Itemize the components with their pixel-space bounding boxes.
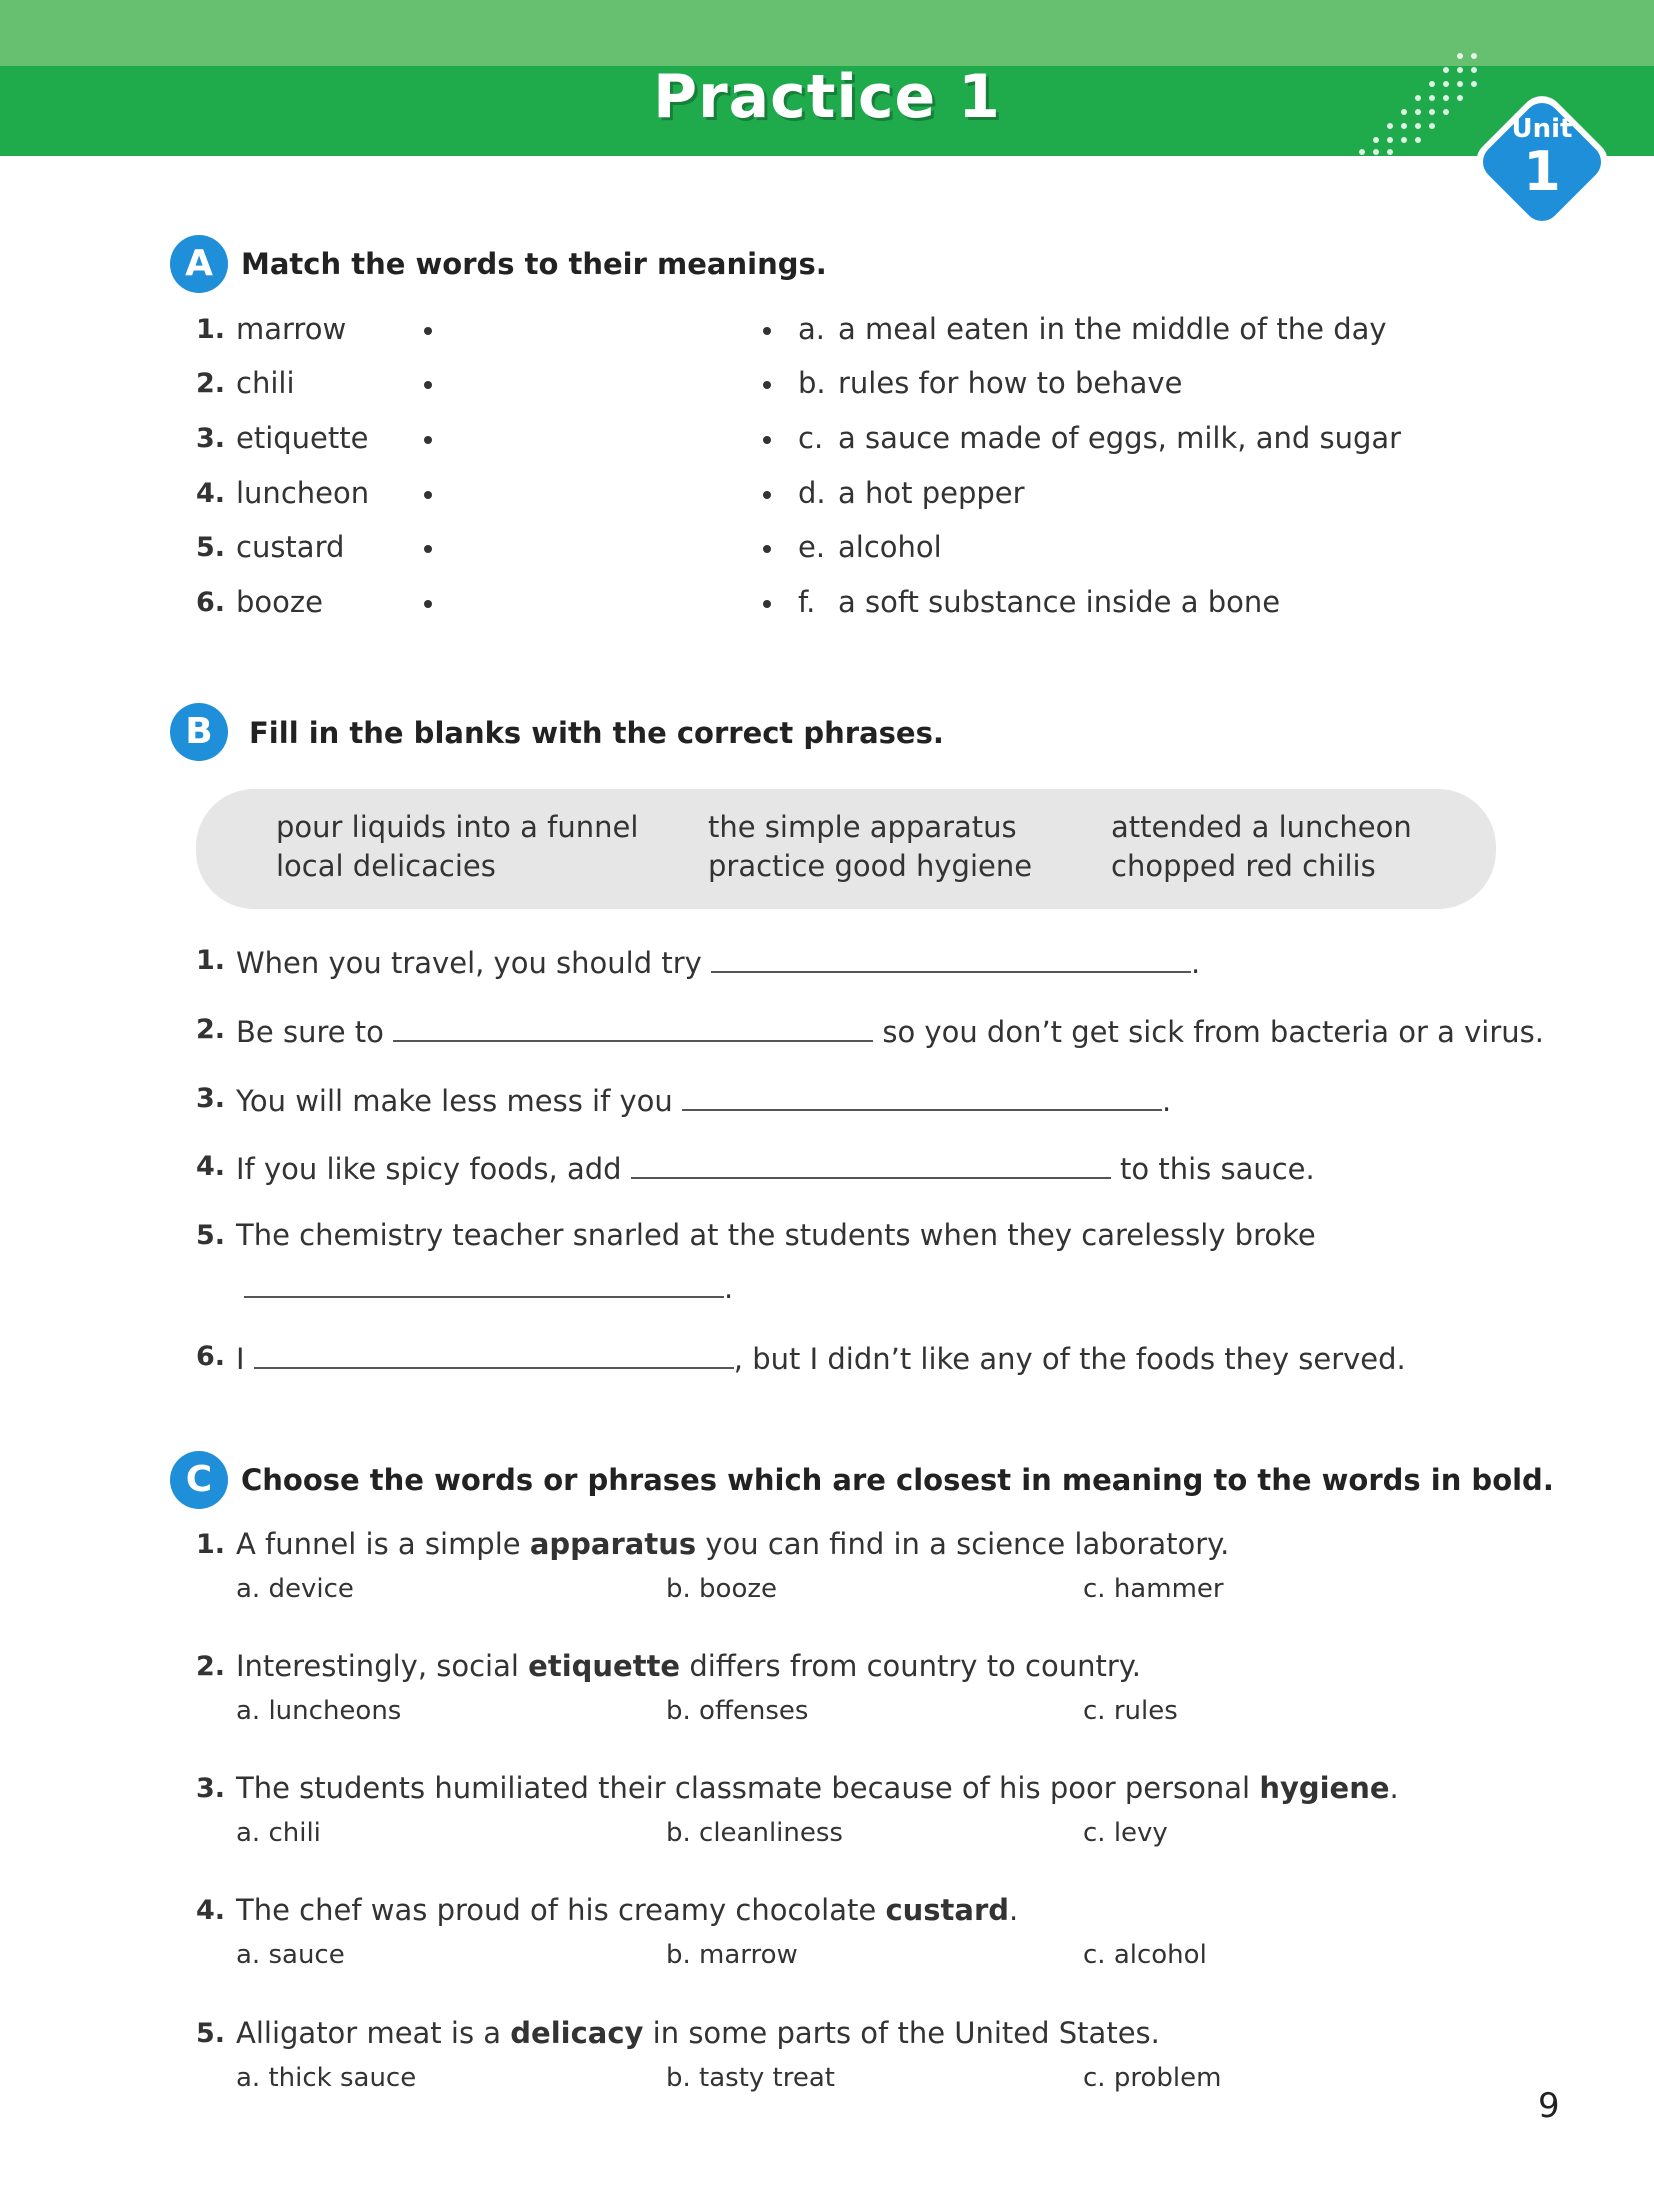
- answer-option-b[interactable]: b. cleanliness: [666, 1818, 843, 1848]
- answer-option-b[interactable]: b. marrow: [666, 1940, 798, 1970]
- answer-option-c[interactable]: c. rules: [1083, 1696, 1178, 1726]
- fill-item-text: [236, 1149, 1315, 1186]
- phrase-option: chopped red chilis: [1111, 849, 1376, 883]
- question-post: you can find in a science laboratory.: [696, 1527, 1230, 1561]
- question-keyword: apparatus: [529, 1527, 697, 1561]
- match-word-number: 2.: [196, 368, 226, 399]
- fill-item-before: The chemistry teacher snarled at the students when they carelessly broke: [236, 1218, 1316, 1252]
- phrase-bank: [196, 789, 1496, 909]
- question-number: 1.: [196, 1529, 226, 1560]
- section-c-title: Choose the words or phrases which are closest in meaning to the words in bold.: [241, 1463, 1554, 1497]
- meaning-letter: b.: [798, 366, 826, 400]
- question-number: 3.: [196, 1773, 226, 1804]
- page-number: 9: [1538, 2086, 1560, 2126]
- fill-item-number: 4.: [196, 1151, 226, 1182]
- match-word: chili: [236, 366, 295, 400]
- meaning-text: a hot pepper: [838, 476, 1025, 510]
- meaning-text: a sauce made of eggs, milk, and sugar: [838, 421, 1402, 455]
- fill-item-text: [244, 1268, 733, 1305]
- question-pre: Alligator meat is a: [236, 2016, 511, 2050]
- match-dot-left[interactable]: [424, 436, 432, 444]
- match-word: luncheon: [236, 476, 370, 510]
- question-text: [236, 2016, 1160, 2050]
- meaning-text: a soft substance inside a bone: [838, 585, 1281, 619]
- answer-option-a[interactable]: a. sauce: [236, 1940, 345, 1970]
- fill-item-number: 6.: [196, 1341, 226, 1372]
- fill-item-before: You will make less mess if you: [236, 1084, 673, 1118]
- section-a-title: Match the words to their meanings.: [241, 247, 827, 281]
- fill-item-after: to this sauce.: [1120, 1152, 1315, 1186]
- section-a-badge: A: [170, 235, 228, 293]
- fill-item-after: .: [724, 1271, 734, 1305]
- answer-option-a[interactable]: a. luncheons: [236, 1696, 402, 1726]
- match-word-number: 4.: [196, 478, 226, 509]
- question-pre: A funnel is a simple: [236, 1527, 530, 1561]
- question-pre: The students humiliated their classmate because of his poor personal: [236, 1771, 1260, 1805]
- answer-option-a[interactable]: a. device: [236, 1574, 354, 1604]
- answer-option-b[interactable]: b. tasty treat: [666, 2063, 835, 2093]
- question-text: [236, 1649, 1141, 1683]
- answer-option-c[interactable]: c. problem: [1083, 2063, 1222, 2093]
- match-dot-right[interactable]: [763, 491, 771, 499]
- match-dot-right[interactable]: [763, 327, 771, 335]
- answer-blank[interactable]: [631, 1149, 1111, 1179]
- question-keyword: etiquette: [528, 1649, 681, 1683]
- phrase-option: local delicacies: [276, 849, 496, 883]
- fill-item-after: .: [1191, 946, 1201, 980]
- phrase-option: the simple apparatus: [708, 810, 1017, 844]
- fill-item-number: 5.: [196, 1220, 226, 1251]
- section-c-badge: C: [170, 1451, 228, 1509]
- match-word-number: 6.: [196, 587, 226, 618]
- match-word: booze: [236, 585, 323, 619]
- question-pre: The chef was proud of his creamy chocolate: [236, 1893, 886, 1927]
- match-word-number: 3.: [196, 423, 226, 454]
- answer-blank[interactable]: [711, 943, 1191, 973]
- answer-option-c[interactable]: c. levy: [1083, 1818, 1168, 1848]
- fill-item-number: 1.: [196, 945, 226, 976]
- question-post: .: [1009, 1893, 1019, 1927]
- question-keyword: hygiene: [1259, 1771, 1390, 1805]
- fill-item-before: Be sure to: [236, 1015, 384, 1049]
- question-text: [236, 1527, 1229, 1561]
- answer-blank[interactable]: [244, 1268, 724, 1298]
- fill-item-number: 3.: [196, 1083, 226, 1114]
- question-text: [236, 1771, 1399, 1805]
- fill-item-after: so you don’t get sick from bacteria or a virus.: [882, 1015, 1544, 1049]
- question-keyword: delicacy: [510, 2016, 644, 2050]
- match-dot-left[interactable]: [424, 600, 432, 608]
- fill-item-before: I: [236, 1342, 245, 1376]
- section-b-title: Fill in the blanks with the correct phrases.: [249, 716, 944, 750]
- meaning-text: alcohol: [838, 530, 942, 564]
- question-text: [236, 1893, 1018, 1927]
- meaning-letter: f.: [798, 585, 816, 619]
- match-word: custard: [236, 530, 345, 564]
- question-number: 5.: [196, 2018, 226, 2049]
- meaning-letter: e.: [798, 530, 826, 564]
- question-pre: Interestingly, social: [236, 1649, 529, 1683]
- fill-item-text: [236, 1081, 1171, 1118]
- meaning-text: a meal eaten in the middle of the day: [838, 312, 1387, 346]
- fill-item-text: [236, 1339, 1406, 1376]
- meaning-text: rules for how to behave: [838, 366, 1183, 400]
- answer-option-b[interactable]: b. booze: [666, 1574, 777, 1604]
- fill-item-after: .: [1162, 1084, 1172, 1118]
- match-dot-left[interactable]: [424, 327, 432, 335]
- fill-item-number: 2.: [196, 1014, 226, 1045]
- match-dot-right[interactable]: [763, 600, 771, 608]
- answer-option-b[interactable]: b. offenses: [666, 1696, 809, 1726]
- answer-option-a[interactable]: a. thick sauce: [236, 2063, 417, 2093]
- fill-item-before: When you travel, you should try: [236, 946, 702, 980]
- match-word: etiquette: [236, 421, 369, 455]
- question-number: 4.: [196, 1895, 226, 1926]
- answer-blank[interactable]: [682, 1081, 1162, 1111]
- answer-option-c[interactable]: c. alcohol: [1083, 1940, 1207, 1970]
- phrase-option: attended a luncheon: [1111, 810, 1412, 844]
- answer-option-c[interactable]: c. hammer: [1083, 1574, 1224, 1604]
- question-post: differs from country to country.: [680, 1649, 1142, 1683]
- question-number: 2.: [196, 1651, 226, 1682]
- match-dot-left[interactable]: [424, 545, 432, 553]
- match-dot-right[interactable]: [763, 545, 771, 553]
- unit-number: 1: [1523, 140, 1561, 203]
- page-title: Practice 1: [653, 62, 1001, 132]
- answer-option-a[interactable]: a. chili: [236, 1818, 321, 1848]
- question-post: in some parts of the United States.: [643, 2016, 1160, 2050]
- match-word-number: 5.: [196, 532, 226, 563]
- fill-item-after: , but I didn’t like any of the foods they served.: [733, 1342, 1406, 1376]
- fill-item-text: [236, 1012, 1544, 1049]
- section-b-badge: B: [170, 703, 228, 761]
- match-word: marrow: [236, 312, 347, 346]
- answer-blank[interactable]: [393, 1012, 873, 1042]
- meaning-letter: c.: [798, 421, 824, 455]
- answer-blank[interactable]: [254, 1339, 734, 1369]
- fill-item-before: If you like spicy foods, add: [236, 1152, 622, 1186]
- unit-label: Unit: [1511, 114, 1573, 144]
- phrase-option: pour liquids into a funnel: [276, 810, 639, 844]
- meaning-letter: d.: [798, 476, 826, 510]
- match-dot-left[interactable]: [424, 491, 432, 499]
- match-dot-right[interactable]: [763, 381, 771, 389]
- meaning-letter: a.: [798, 312, 825, 346]
- question-keyword: custard: [885, 1893, 1010, 1927]
- question-post: .: [1389, 1771, 1399, 1805]
- match-dot-right[interactable]: [763, 436, 771, 444]
- match-dot-left[interactable]: [424, 381, 432, 389]
- fill-item-text: [236, 943, 1200, 980]
- match-word-number: 1.: [196, 314, 226, 345]
- phrase-option: practice good hygiene: [708, 849, 1033, 883]
